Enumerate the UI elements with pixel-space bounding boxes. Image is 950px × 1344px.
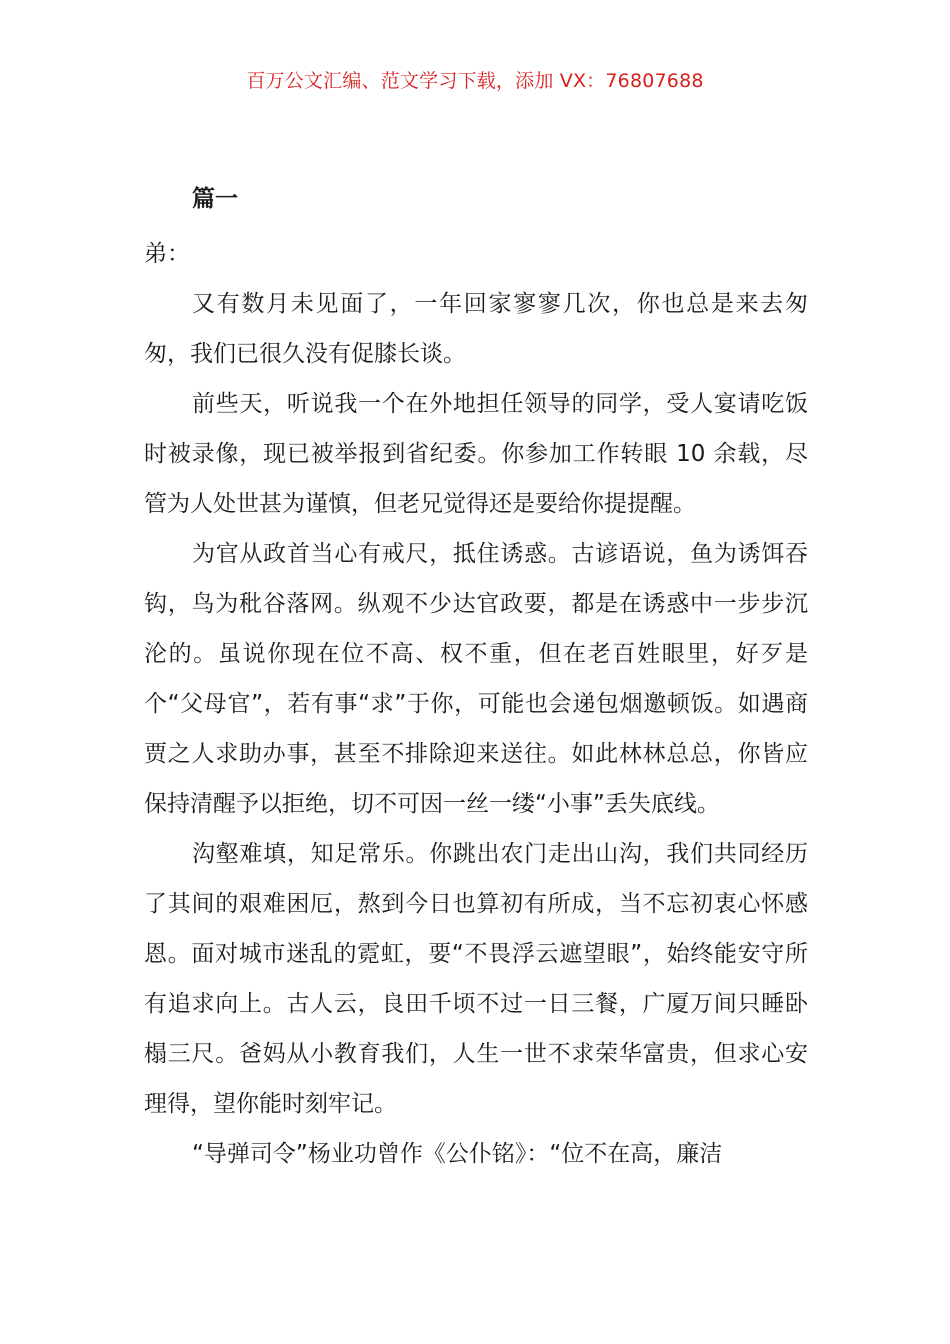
paragraph: 为官从政首当心有戒尺，抵住诱惑。古谚语说，鱼为诱饵吞钩，鸟为秕谷落网。纵观不少达官政要，都是在诱惑中一步步沉沦的。虽说你现在位不高、权不重，但在老百姓眼里，好歹是个“父母官”，若有事“求”于你，可能也会递包烟邀顿饭。如遇商贾之人求助办事，甚至不排除迎来送往。如此林林总总，你皆应保持清醒予以拒绝，切不可因一丝一缕“小事”丢失底线。 [144, 541, 808, 817]
paragraph: “导弹司令”杨业功曾作《公仆铭》：“位不在高，廉洁 [192, 1141, 723, 1167]
paragraph: 前些天，听说我一个在外地担任领导的同学，受人宴请吃饭时被录像，现已被举报到省纪委。你参加工作转眼 10 余载，尽管为人处世甚为谨慎，但老兄觉得还是要给你提提醒。 [144, 391, 808, 517]
paragraph: 又有数月未见面了，一年回家寥寥几次，你也总是来去匆匆，我们已很久没有促膝长谈。 [144, 291, 808, 367]
salutation: 弟： [144, 241, 190, 267]
section-title: 篇一 [192, 186, 238, 212]
header-banner: 百万公文汇编、范文学习下载，添加 VX：76807688 [246, 70, 704, 92]
paragraph: 沟壑难填，知足常乐。你跳出农门走出山沟，我们共同经历了其间的艰难困厄，熬到今日也算初有所成，当不忘初衷心怀感恩。面对城市迷乱的霓虹，要“不畏浮云遮望眼”，始终能安守所有追求向上。古人云，良田千顷不过一日三餐，广厦万间只睡卧榻三尺。爸妈从小教育我们，人生一世不求荣华富贵，但求心安理得，望你能时刻牢记。 [144, 841, 808, 1117]
document-body [144, 179, 808, 1179]
